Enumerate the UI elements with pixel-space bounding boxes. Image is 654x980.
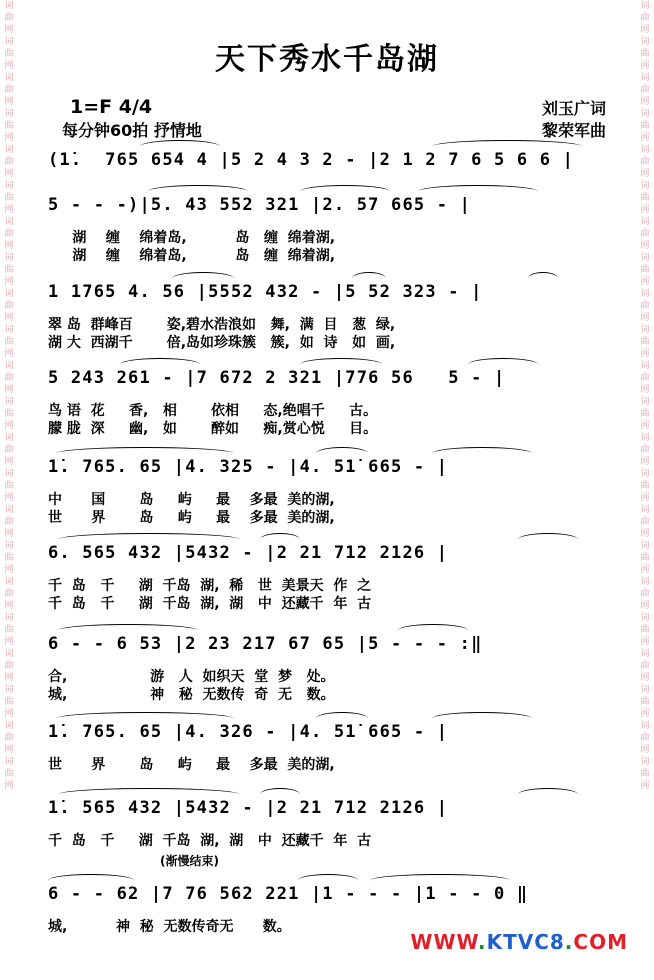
slur-mark [140,140,220,153]
lyricist-credit: 刘玉广词 [541,99,606,118]
lyric-line-1: 中 国 岛 屿 最 多最 美的湖, [48,492,335,508]
key-signature: 1=F 4/4 [70,96,153,118]
slur-mark [58,788,240,801]
slur-mark [528,272,558,285]
slur-mark [370,874,510,887]
slur-mark [316,447,368,460]
notation-line: 1̇. 765. 65 |4. 326 - |4. 51̇ 665 - | [48,722,449,742]
lyric-line-1: 千 岛 千 湖 千岛 湖, 湖 中 还藏千 年 古 [48,833,372,849]
notation-line: 1̇. 565 432 |5432 - |2 21 712 2126 | [48,798,449,818]
site-logo[interactable] [410,930,628,954]
lyric-line-1: 城, 神 秘 无数传奇无 数。 [48,919,291,935]
lyric-line-2: 千 岛 千 湖 千岛 湖, 湖 中 还藏千 年 古 [48,596,372,612]
slur-mark [352,272,386,285]
slur-mark [56,712,234,725]
lyric-line-2: 朦 胧 深 幽, 如 醉如 痴,赏心悦 目。 [48,421,378,437]
tempo-marking: 每分钟60拍 抒情地 [62,121,202,140]
slur-mark [148,185,248,198]
lyric-line-1: 千 岛 千 湖 千岛 湖, 稀 世 美景天 作 之 [48,578,372,594]
lyric-line-1: 鸟 语 花 香, 相 依相 态,绝唱千 古。 [48,403,378,419]
lyric-line-2: 湖 缠 绵着岛, 岛 缠 绵着湖, [48,248,336,264]
slur-mark [172,272,234,285]
lyric-line-1: 湖 缠 绵着岛, 岛 缠 绵着湖, [48,230,336,246]
slur-mark [260,533,300,546]
notation-line: 5 243 261 - |7 672 2 321 |776 56 5 - | [48,368,506,388]
slur-mark [398,624,468,637]
slur-mark [418,185,538,198]
slowdown-marking: (渐慢结束) [160,854,219,868]
side-watermark-left: 词曲网词曲网词曲网词曲网词曲网词曲网词曲网词曲网词曲网词曲网词曲网词曲网词曲网词曲网词曲网词曲网词曲网词曲网词曲网词曲网词曲网词曲网 [4,1,14,791]
slur-mark [518,533,578,546]
lyric-line-1: 翠 岛 群峰百 姿,碧水浩浪如 舞, 满 目 葱 绿, [48,317,396,333]
notation-line: 1 1765 4. 56 |5552 432 - |5 52 323 - | [48,282,483,302]
lyric-line-2: 城, 神 秘 无数传 奇 无 数。 [48,687,335,703]
slur-mark [432,712,532,725]
site-logo-part: KTVC8 [486,930,565,954]
lyric-line-1: 世 界 岛 屿 最 多最 美的湖, [48,757,335,773]
slur-mark [468,358,538,371]
slur-mark [300,358,382,371]
slur-mark [432,140,582,153]
slur-mark [300,185,390,198]
lyric-line-2: 世 界 岛 屿 最 多最 美的湖, [48,510,335,526]
site-logo-dot: . [564,930,574,954]
lyric-line-1: 合, 游 人 如织天 堂 梦 处。 [48,669,335,685]
side-watermark-right: 词曲网词曲网词曲网词曲网词曲网词曲网词曲网词曲网词曲网词曲网词曲网词曲网词曲网词曲网词曲网词曲网词曲网词曲网词曲网词曲网词曲网词曲网 [640,1,650,791]
site-logo-part: WWW [410,930,478,954]
notation-line: 6 - - 62 |7 76 562 221 |1 - - - |1 - - 0 ‖ [48,884,529,904]
notation-line: 6 - - 6 53 |2 23 217 67 65 |5 - - - :‖ [48,634,483,654]
notation-line: 5 - - -)|5. 43 552 321 |2. 57 665 - | [48,195,472,215]
slur-mark [56,447,234,460]
slur-mark [518,788,578,801]
slur-mark [58,624,198,637]
notation-line: (1̇. 765 654 4 |5 2 4 3 2 - |2 1 2 7 6 5 6 6 | [48,150,575,170]
site-logo-part: COM [573,930,628,954]
slur-mark [260,788,300,801]
slur-mark [316,712,368,725]
song-title: 天下秀水千岛湖 [215,42,439,77]
notation-line: 6. 565 432 |5432 - |2 21 712 2126 | [48,543,449,563]
slur-mark [432,447,532,460]
site-logo-dot: . [477,930,487,954]
composer-credit: 黎荣军曲 [541,121,606,140]
lyric-line-2: 湖 大 西湖千 倍,岛如珍珠簇 簇, 如 诗 如 画, [48,335,396,351]
slur-mark [58,533,240,546]
slur-mark [298,874,358,887]
slur-mark [120,358,200,371]
notation-line: 1̇. 765. 65 |4. 325 - |4. 51̇ 665 - | [48,457,449,477]
slur-mark [48,874,134,887]
